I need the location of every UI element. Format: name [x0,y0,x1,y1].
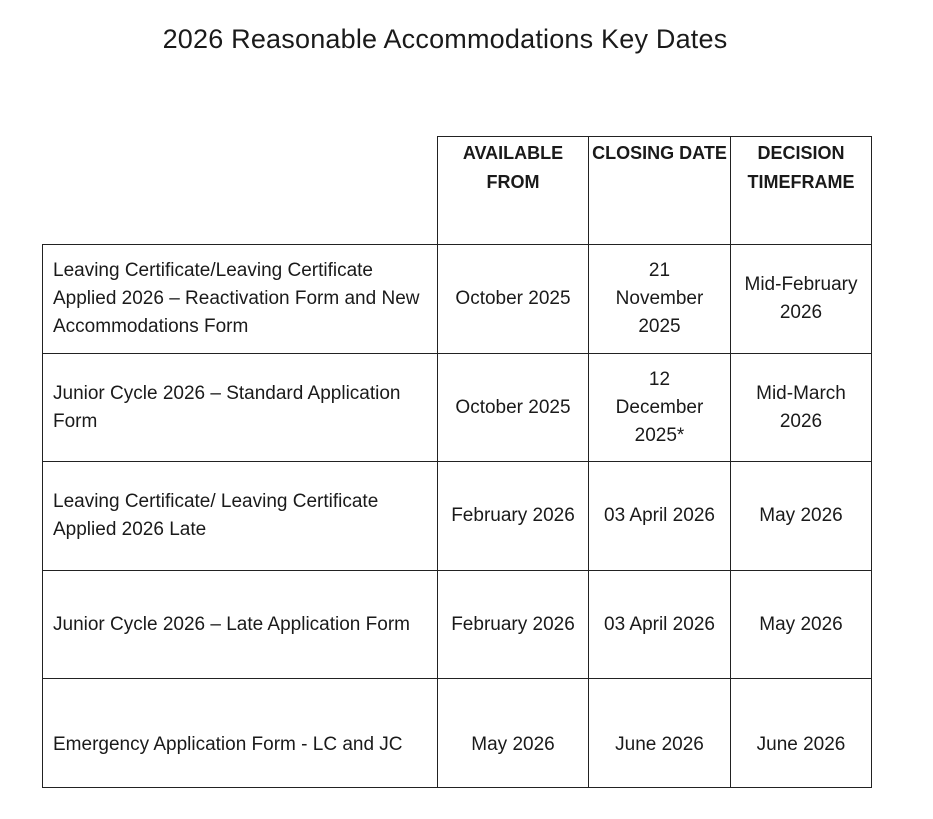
table-cell-closing-date: June 2026 [588,678,731,788]
table-cell-decision-timeframe: Mid-February 2026 [730,244,872,354]
header-available-from: AVAILABLE FROM [437,136,589,245]
table-cell-closing-date: 03 April 2026 [588,570,731,679]
table-cell-decision-timeframe: May 2026 [730,570,872,679]
table-row-label: Junior Cycle 2026 – Late Application Form [42,570,438,679]
table-cell-decision-timeframe: June 2026 [730,678,872,788]
table-row-label: Leaving Certificate/ Leaving Certificate Applied 2026 Late [42,461,438,571]
table-row-label: Emergency Application Form - LC and JC [42,678,438,788]
page-title: 2026 Reasonable Accommodations Key Dates [162,24,728,54]
table-row-label: Junior Cycle 2026 – Standard Application Form [42,353,438,462]
table-cell-decision-timeframe: May 2026 [730,461,872,571]
table-cell-available-from: February 2026 [437,461,589,571]
table-cell-closing-date: 03 April 2026 [588,461,731,571]
table-row-label: Leaving Certificate/Leaving Certificate Applied 2026 – Reactivation Form and New Accommodations Form [42,244,438,354]
header-closing-date: CLOSING DATE [588,136,731,245]
table-cell-available-from: October 2025 [437,244,589,354]
table-cell-available-from: October 2025 [437,353,589,462]
table-cell-closing-date: 12 December 2025* [588,353,731,462]
table-cell-decision-timeframe: Mid-March 2026 [730,353,872,462]
table-cell-available-from: February 2026 [437,570,589,679]
table-cell-closing-date: 21 November 2025 [588,244,731,354]
header-decision-timeframe: DECISION TIMEFRAME [730,136,872,245]
table-cell-available-from: May 2026 [437,678,589,788]
